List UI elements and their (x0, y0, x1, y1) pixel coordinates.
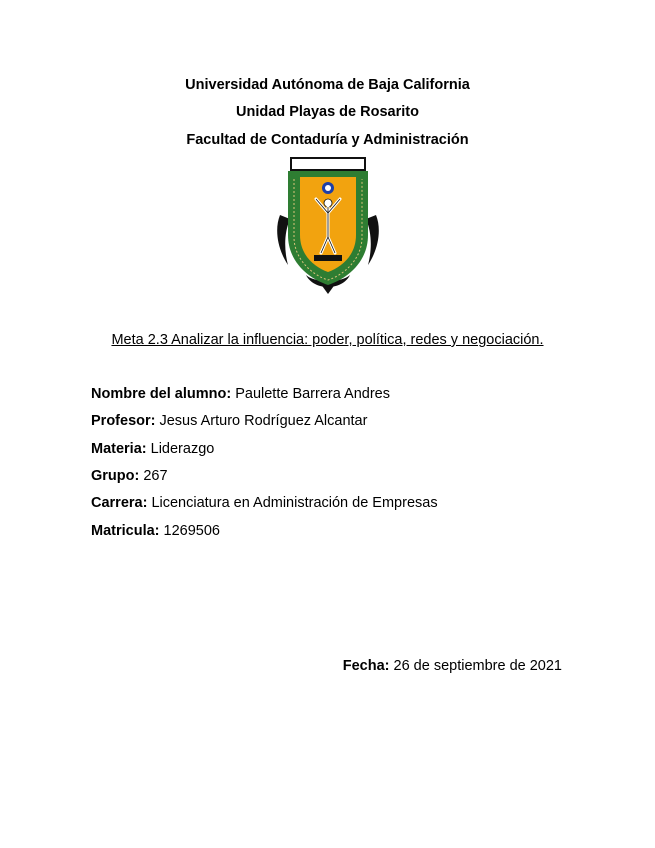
date-value: 26 de septiembre de 2021 (389, 658, 562, 674)
field-label: Matricula: (91, 523, 160, 539)
field-label: Carrera: (91, 495, 148, 511)
faculty-name: Facultad de Contaduría y Administración (186, 132, 469, 148)
enrollment-row (91, 522, 220, 540)
subject-row (91, 440, 214, 458)
campus-name: Unidad Playas de Rosarito (236, 104, 419, 120)
field-label: Nombre del alumno: (91, 386, 232, 402)
field-value: 267 (139, 468, 168, 484)
university-name: Universidad Autónoma de Baja California (185, 77, 470, 93)
group-row (91, 467, 168, 485)
date-label: Fecha: (342, 658, 390, 674)
field-value: Jesus Arturo Rodríguez Alcantar (155, 413, 368, 429)
date-row (343, 657, 562, 675)
field-value: 1269506 (159, 523, 220, 539)
field-label: Profesor: (91, 413, 156, 429)
professor-row (91, 412, 367, 430)
field-value: Liderazgo (146, 441, 215, 457)
field-label: Materia: (91, 441, 147, 457)
field-label: Grupo: (91, 468, 140, 484)
uabc-seal-logo (276, 155, 380, 295)
career-row (91, 494, 438, 512)
field-value: Paulette Barrera Andres (231, 386, 390, 402)
assignment-title: Meta 2.3 Analizar la influencia: poder, política, redes y negociación. (111, 332, 544, 348)
field-value: Licenciatura en Administración de Empresas (147, 495, 438, 511)
student-name-row (91, 385, 390, 403)
